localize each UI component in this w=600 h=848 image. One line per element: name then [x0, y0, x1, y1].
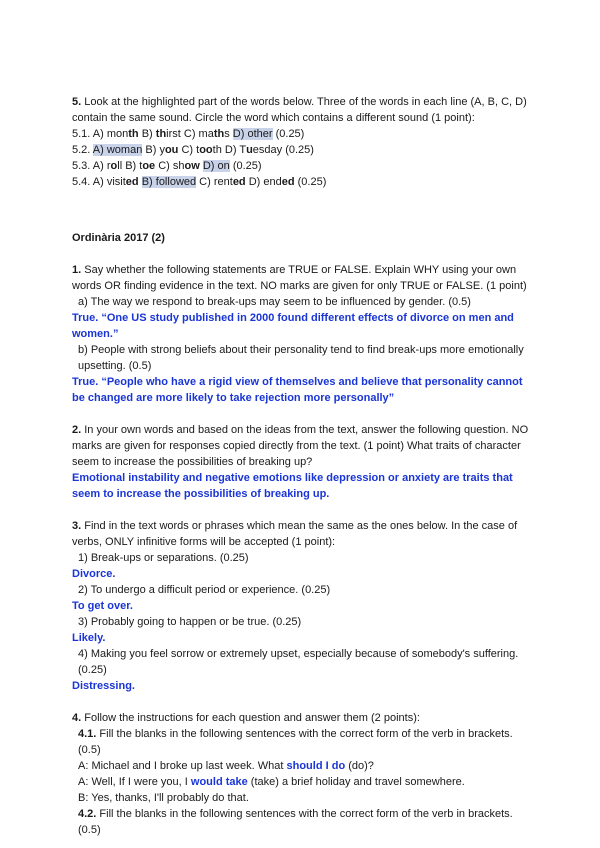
- q5-3-a: 5.3. A) r: [72, 160, 111, 172]
- q3-answer-3: Likely.: [72, 632, 106, 644]
- q4-1-number: 4.1.: [78, 728, 97, 740]
- q5-2-d: ou: [164, 144, 179, 156]
- q4-2-text: Fill the blanks in the following sentences with the correct form of the verb in brackets. (0.5): [78, 808, 513, 836]
- q4-d1-pre: A: Michael and I broke up last week. What: [78, 760, 287, 772]
- q3-item-1: 1) Break-ups or separations. (0.25): [78, 552, 249, 564]
- q5-3-f: ow: [184, 160, 200, 172]
- q4-1-instruction: [72, 726, 534, 758]
- q5-3-highlight: D) on: [202, 160, 230, 172]
- q5-4-i: (0.25): [294, 176, 327, 188]
- q4-d1-post: (do)?: [345, 760, 374, 772]
- q5-1-c: B): [138, 128, 156, 140]
- q4-dialogue-2: [72, 774, 534, 790]
- q4-d2-pre: A: Well, If I were you, I: [78, 776, 191, 788]
- q4-d2-answer: would take: [190, 776, 248, 788]
- q5-1-g: s: [224, 128, 233, 140]
- q1-b-question: b) People with strong beliefs about their personality tend to find break-ups more emotionally upsetting. (0.5): [78, 344, 524, 372]
- q5-1-i: (0.25): [272, 128, 305, 140]
- q4-d2-post: (take) a brief holiday and travel somewhere.: [247, 776, 465, 788]
- q2-intro-text: In your own words and based on the ideas from the text, answer the following question. NO marks are given for responses copied directly from the text. (1 point) What traits of character seem to increase the possibilities of breaking up?: [72, 424, 529, 468]
- q2-answer: Emotional instability and negative emotions like depression or anxiety are traits that seem to increase the possibilities of breaking up.: [72, 472, 513, 500]
- q5-2-e: C) t: [178, 144, 200, 156]
- q3-intro-text: Find in the text words or phrases which mean the same as the ones below. In the case of verbs, ONLY infinitive forms will be accepted (1 point):: [72, 520, 518, 548]
- q5-3-e: C) sh: [155, 160, 185, 172]
- q1-intro-text: Say whether the following statements are TRUE or FALSE. Explain WHY using your own words OR finding evidence in the text. NO marks are given for only TRUE or FALSE. (1 point): [72, 264, 527, 292]
- q5-1-f: th: [213, 128, 225, 140]
- q5-2-g: th D) T: [212, 144, 247, 156]
- q2-number: 2.: [72, 424, 82, 436]
- q5-1-d: th: [155, 128, 167, 140]
- q3-item-3: 3) Probably going to happen or be true. (0.25): [78, 616, 302, 628]
- q5-4-h: ed: [281, 176, 295, 188]
- q5-number: 5.: [72, 96, 82, 108]
- q5-line-1: [72, 126, 534, 142]
- q5-2-i: esday (0.25): [252, 144, 314, 156]
- q5-1-highlight: D) other: [232, 128, 273, 140]
- q5-1-b: th: [128, 128, 139, 140]
- q5-3-c: ll B) t: [117, 160, 143, 172]
- q4-2-number: 4.2.: [78, 808, 97, 820]
- q5-4-e: C) rent: [196, 176, 233, 188]
- q5-3-b: o: [110, 160, 118, 172]
- q3-item-4: 4) Making you feel sorrow or extremely upset, especially because of somebody's suffering. (0.25): [78, 648, 519, 676]
- q4-intro-text: Follow the instructions for each question and answer them (2 points):: [81, 712, 420, 724]
- q4-1-text: Fill the blanks in the following sentences with the correct form of the verb in brackets. (0.5): [78, 728, 513, 756]
- q5-1-e: irst C) ma: [166, 128, 214, 140]
- q5-1-a: 5.1. A) mon: [72, 128, 129, 140]
- q5-4-highlight: B) followed: [141, 176, 197, 188]
- q1-intro: [72, 262, 534, 294]
- q4-dialogue-1: [72, 758, 534, 774]
- q3-answer-2: To get over.: [72, 600, 133, 612]
- q5-2-highlight: A) woman: [92, 144, 143, 156]
- q1-number: 1.: [72, 264, 82, 276]
- q5-intro: [72, 94, 534, 126]
- q5-line-3: [72, 158, 534, 174]
- q5-3-i: (0.25): [229, 160, 262, 172]
- q3-answer-1: Divorce.: [72, 568, 116, 580]
- q3-item-2: 2) To undergo a difficult period or experience. (0.25): [78, 584, 331, 596]
- document-content: [72, 94, 534, 838]
- q1-a-answer: True. “One US study published in 2000 found different effects of divorce on men and women.”: [72, 312, 514, 340]
- q5-2-a: 5.2.: [72, 144, 93, 156]
- q5-2-f: oo: [199, 144, 213, 156]
- q4-dialogue-3: B: Yes, thanks, I'll probably do that.: [78, 792, 249, 804]
- q5-intro-text: Look at the highlighted part of the words below. Three of the words in each line (A, B, C, D) contain the same sound. Circle the word which contains a different sound (1 point):: [72, 96, 527, 124]
- q3-intro: [72, 518, 534, 550]
- q5-4-a: 5.4. A) visit: [72, 176, 126, 188]
- section-heading: Ordinària 2017 (2): [72, 232, 165, 244]
- q2-intro: [72, 422, 534, 470]
- q5-line-2: [72, 142, 534, 158]
- q4-number: 4.: [72, 712, 82, 724]
- q1-b-answer: True. “People who have a rigid view of themselves and believe that personality cannot be changed are more likely to take rejection more personally”: [72, 376, 523, 404]
- q5-2-c: B) y: [142, 144, 165, 156]
- q5-4-b: ed: [125, 176, 139, 188]
- q5-line-4: [72, 174, 534, 190]
- q5-4-g: D) end: [245, 176, 282, 188]
- q3-number: 3.: [72, 520, 82, 532]
- q5-4-f: ed: [232, 176, 246, 188]
- q4-intro: [72, 710, 534, 726]
- q3-answer-4: Distressing.: [72, 680, 135, 692]
- q5-3-d: oe: [142, 160, 156, 172]
- q1-a-question: a) The way we respond to break-ups may seem to be influenced by gender. (0.5): [78, 296, 471, 308]
- q5-2-h: u: [246, 144, 253, 156]
- q4-d1-answer: should I do: [286, 760, 346, 772]
- q4-2-instruction: [72, 806, 534, 838]
